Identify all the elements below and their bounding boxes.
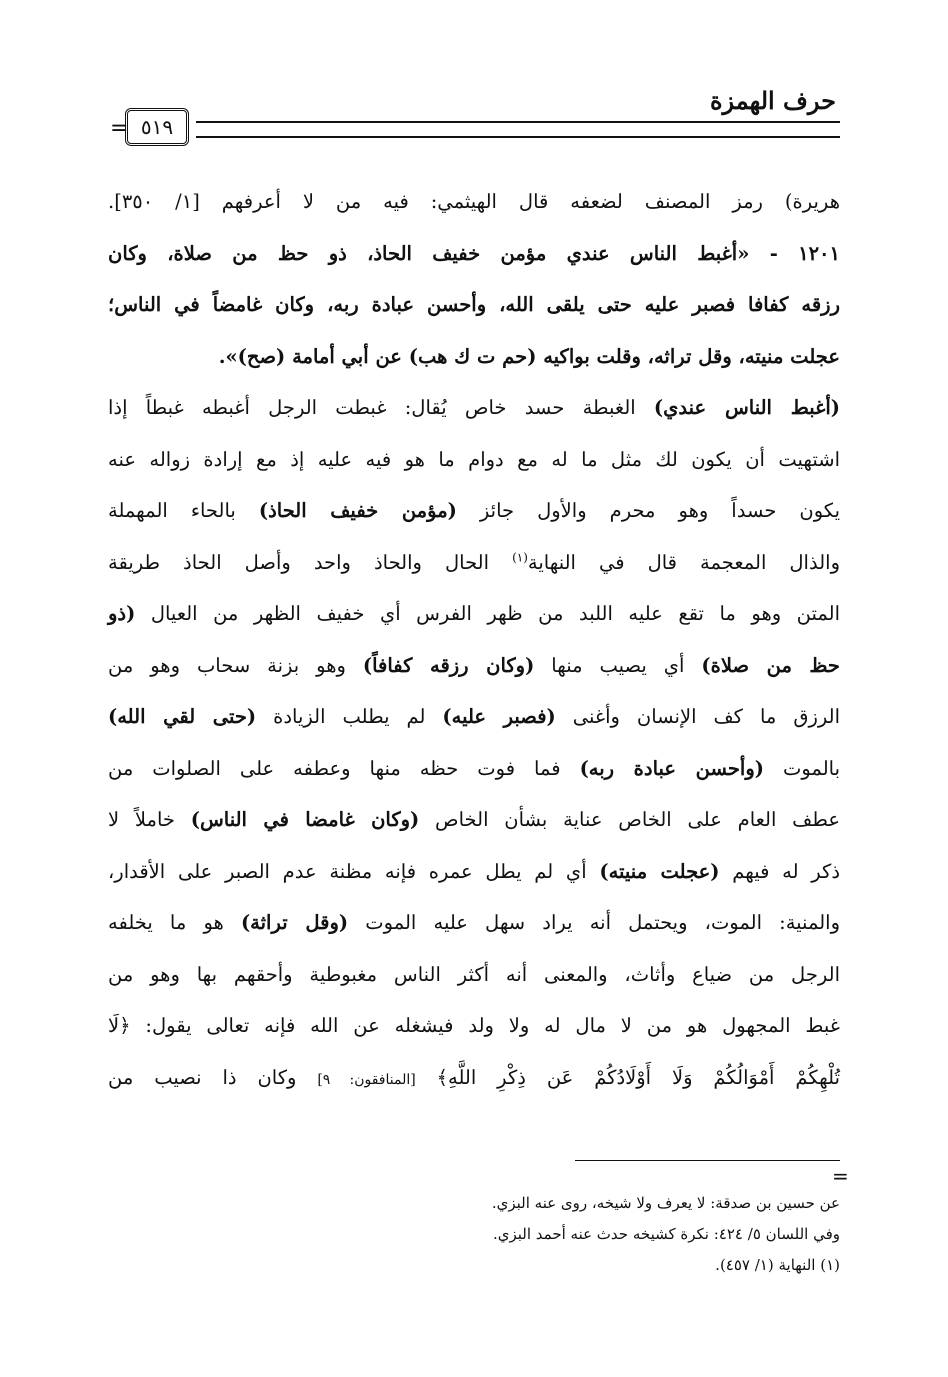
text-line: [108, 794, 840, 846]
footnote-line: عن حسين بن صدقة: لا يعرف ولا شيخه، روى عنه البزي.: [491, 1194, 840, 1212]
line-segment: خاملاً لا: [108, 808, 191, 831]
quoted-phrase: (فصبر عليه): [442, 705, 556, 728]
line-segment: أي لم يطل عمره فإنه مظنة عدم الصبر على الأقدار،: [108, 859, 600, 883]
header-rule-top: [196, 121, 840, 123]
text-line: [108, 846, 840, 898]
hadith-line: ١٢٠١ - «أغبط الناس عندي مؤمن خفيف الحاذ، ذو حظ من صلاة، وكان: [108, 241, 840, 265]
running-title: حرف الهمزة: [709, 86, 836, 115]
text-line: [108, 537, 840, 589]
quoted-phrase: (حتى لقي الله): [108, 705, 257, 728]
line-segment: والذال المعجمة قال في النهاية: [527, 550, 840, 574]
text-line: [108, 1052, 840, 1104]
line-segment: ذكر له فيهم: [719, 859, 841, 883]
quoted-phrase: (أغبط الناس عندي): [653, 396, 840, 419]
footnotes: [108, 1188, 840, 1281]
line-segment: وهو بزنة سحاب وهو من: [108, 653, 363, 677]
hadith-line: رزقه كفافا فصبر عليه حتى يلقى الله، وأحسن عبادة ربه، وكان غامضاً في الناس؛: [108, 293, 840, 316]
footnote-line: (١) النهاية (١/ ٤٥٧).: [715, 1256, 840, 1274]
quoted-phrase: (وكان رزقه كفافاً): [362, 653, 535, 677]
text-line: [108, 640, 840, 692]
hadith-line: عجلت منيته، وقل تراثه، وقلت بواكيه (حم ت ك هب) عن أبي أمامة (صح)».: [218, 344, 840, 368]
line-segment: وكان ذا نصيب من: [108, 1065, 318, 1089]
quran-verse: تُلْهِكُمْ أَمْوَالُكُمْ وَلَا أَوْلَادُكُمْ عَن ذِكْرِ اللَّهِ﴾: [415, 1065, 840, 1089]
quoted-phrase: حظ من صلاة): [701, 653, 840, 677]
footnote-ref[interactable]: (١): [512, 550, 528, 564]
page-number: ٥١٩: [125, 108, 189, 146]
line-segment: الغبطة حسد خاص يُقال: غبطت الرجل أغبطه غبطاً إذا: [108, 396, 654, 419]
footnote-line: وفي اللسان ٥/ ٤٢٤: نكرة كشيخه حدث عنه أحمد البزي.: [492, 1225, 840, 1243]
line-segment: عطف العام على الخاص عناية بشأن الخاص: [419, 808, 840, 831]
line-segment: يكون حسداً وهو محرم والأول جائز: [456, 499, 840, 522]
text-line: اشتهيت أن يكون لك مثل ما له مع دوام ما هو فيه عليه إذ مع إرادة زواله عنه: [108, 447, 840, 471]
line-segment: فما فوت حظه منها وعطفه على الصلوات من: [108, 756, 580, 780]
quoted-phrase: (عجلت منيته): [599, 859, 720, 883]
line-segment: والمنية: الموت، ويحتمل أنه يراد سهل عليه الموت: [348, 911, 840, 934]
quoted-phrase: (وكان غامضا في الناس): [190, 808, 420, 831]
text-line: [108, 897, 840, 949]
footnote-continuation-mark: =: [832, 1164, 849, 1188]
text-line: [108, 485, 840, 537]
quoted-phrase: (وقل تراثة): [240, 911, 349, 934]
line-segment: الحال والحاذ واحد وأصل الحاذ طريقة: [108, 550, 513, 574]
text-line: الرجل من ضياع وأثاث، والمعنى أنه أكثر الناس مغبوطية وأحقهم بها وهو من: [108, 962, 840, 986]
line-segment: المتن وهو ما تقع عليه اللبد من ظهر الفرس أي خفيف الظهر من العيال: [135, 602, 840, 625]
header-rule-bottom: [196, 136, 840, 138]
line-segment: لم يطلب الزيادة: [256, 705, 443, 728]
line-segment: الرزق ما كف الإنسان وأغنى: [555, 705, 840, 728]
quoted-phrase: (ذو: [108, 602, 136, 625]
line-segment: أي يصيب منها: [534, 653, 702, 677]
quoted-phrase: (مؤمن خفيف الحاذ): [258, 499, 457, 522]
footnote-separator: [575, 1160, 840, 1161]
quoted-phrase: (وأحسن عبادة ربه): [579, 756, 764, 780]
line-segment: بالموت: [764, 756, 841, 780]
text-line: هريرة) رمز المصنف لضعفه قال الهيثمي: فيه من لا أعرفهم [١/ ٣٥٠].: [108, 190, 840, 213]
text-line: [108, 743, 840, 795]
text-line: [108, 691, 840, 743]
text-line: [108, 382, 840, 434]
line-segment: هو ما يخلفه: [108, 911, 241, 934]
continuation-mark: =: [110, 116, 129, 141]
text-line: غبط المجهول هو من لا مال له ولا ولد فيشغله عن الله فإنه تعالى يقول: ﴿لَا: [108, 1014, 840, 1037]
line-segment: بالحاء المهملة: [108, 499, 259, 522]
main-text: [108, 176, 840, 1103]
verse-citation: [المنافقون: ٩]: [317, 1071, 416, 1088]
text-line: [108, 588, 840, 640]
